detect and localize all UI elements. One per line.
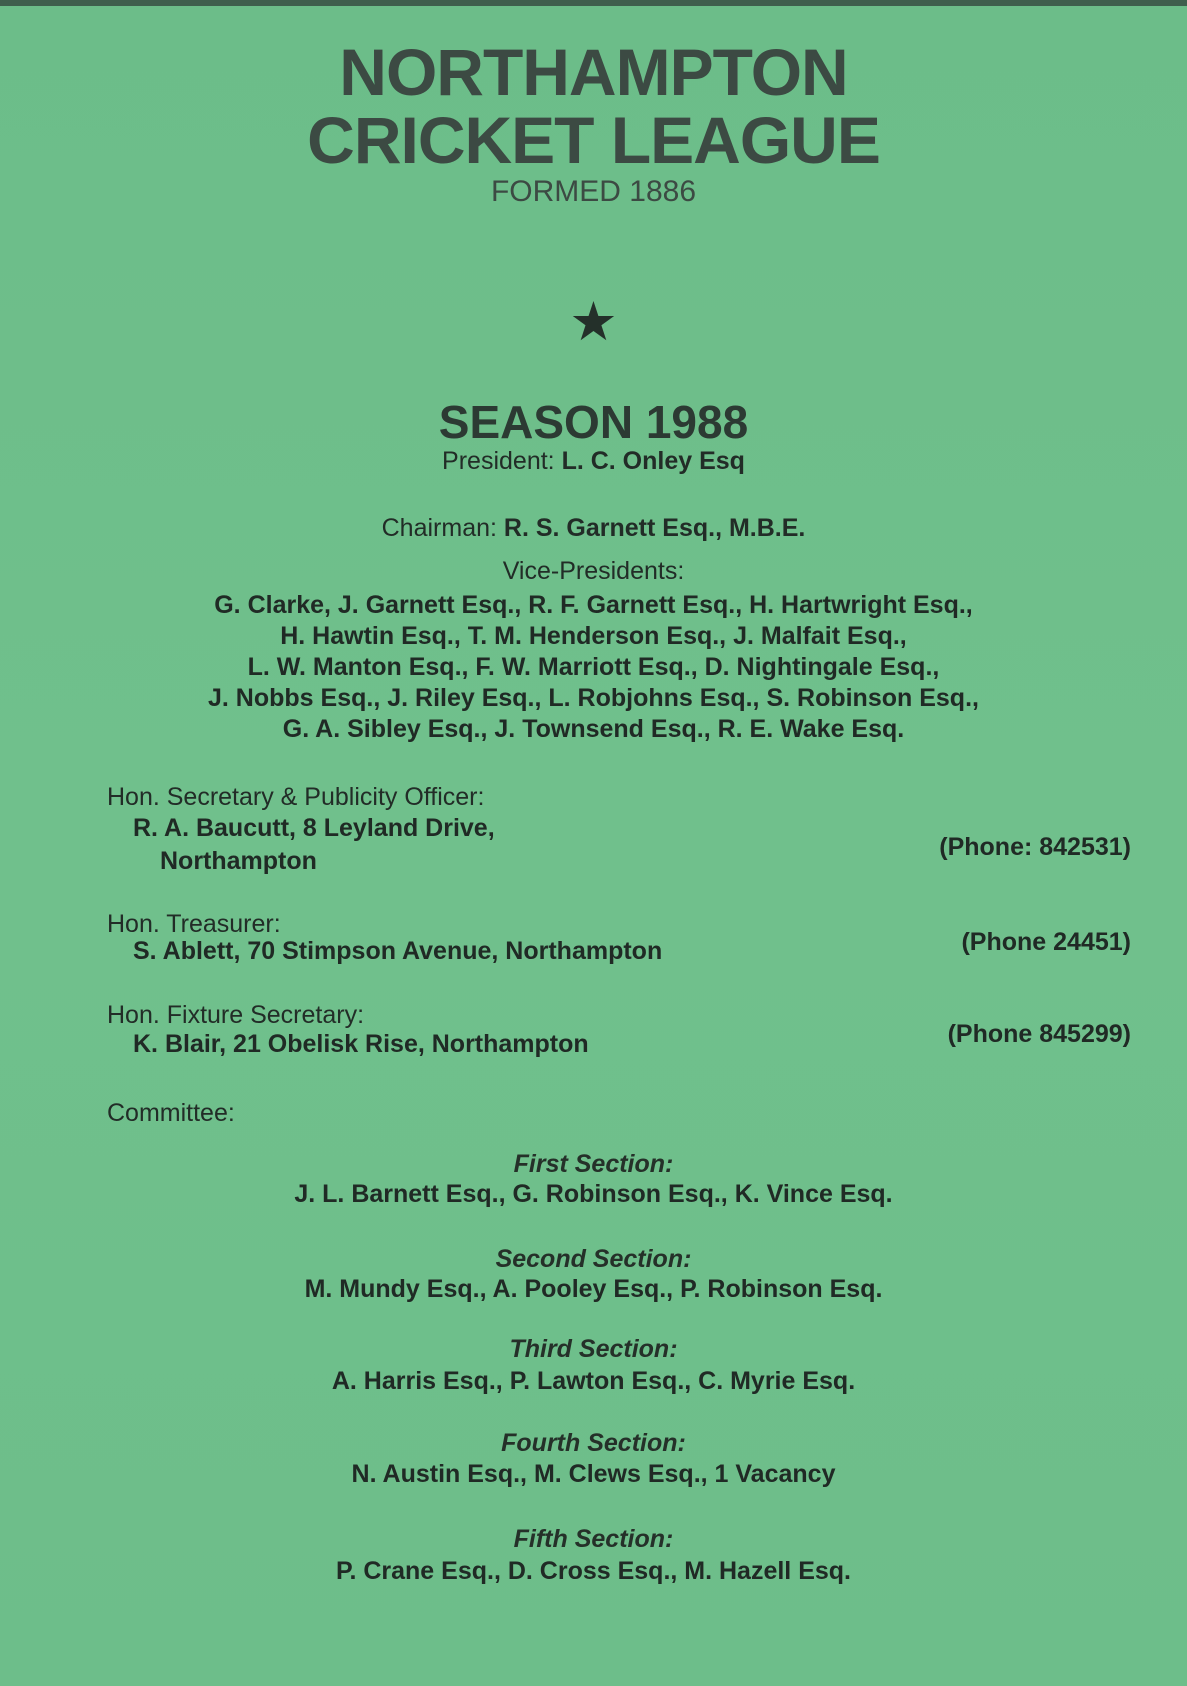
chairman-name: R. S. Garnett Esq., M.B.E. (503, 514, 806, 542)
formed-year: FORMED 1886 (490, 175, 697, 208)
secretary-address-line1: R. A. Baucutt, 8 Leyland Drive, (133, 814, 495, 842)
star-icon: ★ (569, 292, 618, 352)
vice-presidents-line: L. W. Manton Esq., F. W. Marriott Esq., D. Nightingale Esq., (247, 653, 940, 681)
fixture-secretary-phone: (Phone 845299) (947, 1020, 1131, 1048)
vice-presidents-line: G. A. Sibley Esq., J. Townsend Esq., R. E. Wake Esq. (282, 715, 905, 743)
fourth-section-members: N. Austin Esq., M. Clews Esq., 1 Vacancy (351, 1460, 836, 1488)
first-section-heading: First Section: (513, 1150, 674, 1178)
season-title: SEASON 1988 (438, 396, 749, 448)
league-title-line1: NORTHAMPTON (339, 35, 848, 109)
committee-label: Committee: (107, 1099, 235, 1127)
third-section-heading: Third Section: (509, 1335, 678, 1363)
chairman-label: Chairman: (381, 514, 497, 542)
fixture-secretary-label: Hon. Fixture Secretary: (107, 1001, 365, 1029)
fifth-section-members: P. Crane Esq., D. Cross Esq., M. Hazell Esq. (336, 1557, 851, 1585)
fourth-section-heading: Fourth Section: (501, 1429, 686, 1457)
president-label: President: (442, 447, 555, 475)
secretary-label: Hon. Secretary & Publicity Officer: (107, 783, 485, 811)
fifth-section-heading: Fifth Section: (513, 1525, 674, 1553)
president-line (0, 447, 1187, 476)
second-section-heading: Second Section: (495, 1245, 692, 1273)
vice-presidents-line: H. Hawtin Esq., T. M. Henderson Esq., J. Malfait Esq., (280, 622, 907, 650)
president-name: L. C. Onley Esq (561, 447, 745, 475)
league-title-line2: CRICKET LEAGUE (307, 103, 880, 177)
vice-presidents-label: Vice-Presidents: (502, 557, 685, 585)
treasurer-phone: (Phone 24451) (961, 928, 1131, 956)
chairman-line (0, 514, 1187, 543)
vice-presidents-line: J. Nobbs Esq., J. Riley Esq., L. Robjohns Esq., S. Robinson Esq., (208, 684, 979, 712)
vice-presidents-list (0, 590, 1187, 745)
secretary-phone: (Phone: 842531) (939, 833, 1131, 861)
page-top-edge (0, 0, 1187, 6)
treasurer-address: S. Ablett, 70 Stimpson Avenue, Northampton (133, 937, 663, 965)
fixture-secretary-address: K. Blair, 21 Obelisk Rise, Northampton (133, 1030, 589, 1058)
first-section-members: J. L. Barnett Esq., G. Robinson Esq., K. Vince Esq. (294, 1180, 893, 1208)
second-section-members: M. Mundy Esq., A. Pooley Esq., P. Robinson Esq. (304, 1275, 883, 1303)
treasurer-label: Hon. Treasurer: (107, 910, 281, 938)
vice-presidents-line: G. Clarke, J. Garnett Esq., R. F. Garnett Esq., H. Hartwright Esq., (214, 591, 973, 619)
third-section-members: A. Harris Esq., P. Lawton Esq., C. Myrie Esq. (331, 1367, 856, 1395)
secretary-address-line2: Northampton (160, 847, 317, 875)
